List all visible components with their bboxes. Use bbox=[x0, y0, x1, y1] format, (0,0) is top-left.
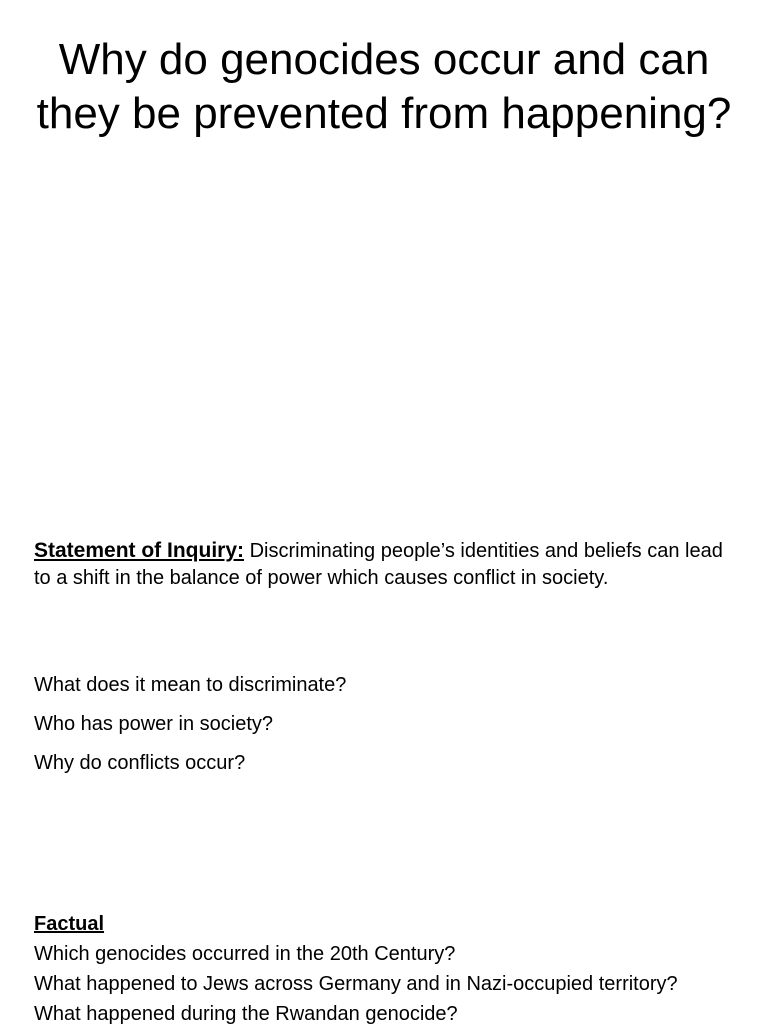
question-item: Why do conflicts occur? bbox=[34, 752, 246, 774]
factual-section bbox=[34, 909, 754, 1029]
page-title bbox=[0, 33, 768, 141]
factual-question: What happened to Jews across Germany and in Nazi-occupied territory? bbox=[34, 973, 678, 995]
question-item: What does it mean to discriminate? bbox=[34, 674, 347, 696]
inquiry-questions bbox=[34, 672, 734, 789]
statement-label: Statement of Inquiry: bbox=[34, 539, 245, 562]
title-line-2: they be prevented from happening? bbox=[36, 89, 732, 138]
title-line-1: Why do genocides occur and can bbox=[58, 35, 710, 84]
factual-heading: Factual bbox=[34, 913, 105, 935]
statement-text: Discriminating people’s identities and beliefs can lead to a shift in the balance of power which causes conflict in society. bbox=[34, 540, 723, 589]
factual-question: What happened during the Rwandan genocide? bbox=[34, 1003, 458, 1025]
factual-question: Which genocides occurred in the 20th Century? bbox=[34, 943, 456, 965]
statement-of-inquiry bbox=[34, 537, 734, 592]
question-item: Who has power in society? bbox=[34, 713, 274, 735]
